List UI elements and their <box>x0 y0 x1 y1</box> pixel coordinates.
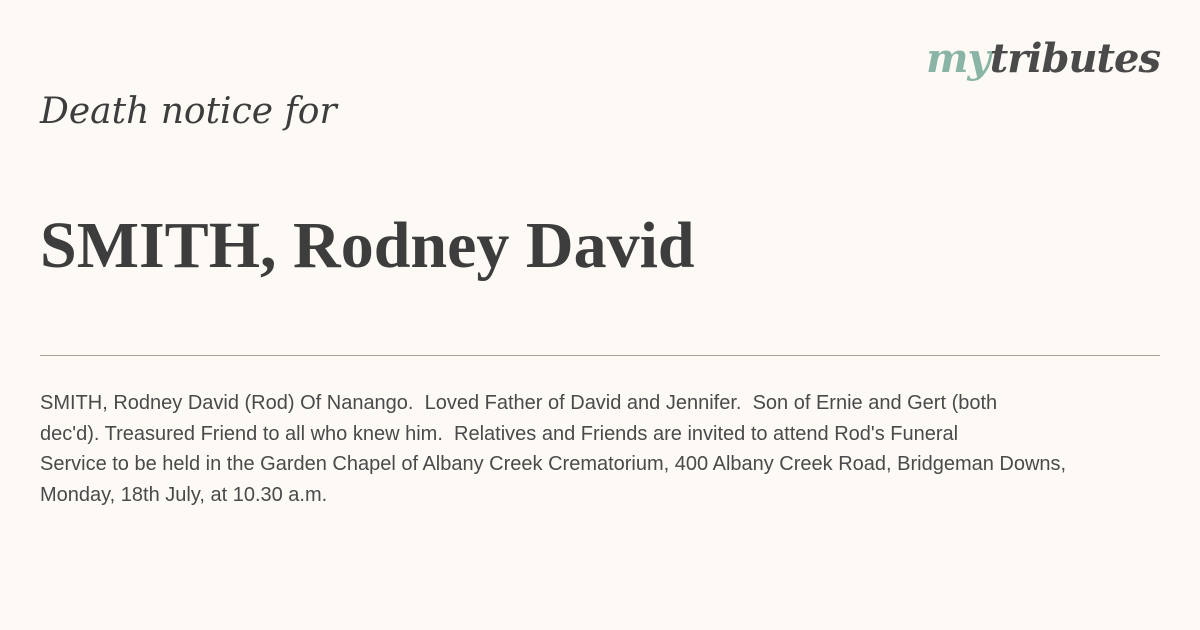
deceased-name: SMITH, Rodney David <box>40 209 695 282</box>
notice-body-line: SMITH, Rodney David (Rod) Of Nanango. Loved Father of David and Jennifer. Son of Ernie and Gert (both <box>40 392 998 414</box>
logo-text-tributes: tributes <box>989 35 1160 82</box>
notice-body-line: dec'd). Treasured Friend to all who knew him. Relatives and Friends are invited to attend Rod's Funeral <box>40 422 959 445</box>
notice-body-line: Service to be held in the Garden Chapel of Albany Creek Crematorium, 400 Albany Creek Road, Bridgeman Downs, <box>40 453 1067 475</box>
notice-body-line: Monday, 18th July, at 10.30 a.m. <box>40 483 328 506</box>
notice-body <box>40 388 1180 510</box>
mytributes-logo[interactable] <box>926 34 1160 84</box>
divider <box>40 355 1160 356</box>
notice-heading: Death notice for <box>40 91 337 132</box>
logo-text-my: my <box>926 35 990 82</box>
